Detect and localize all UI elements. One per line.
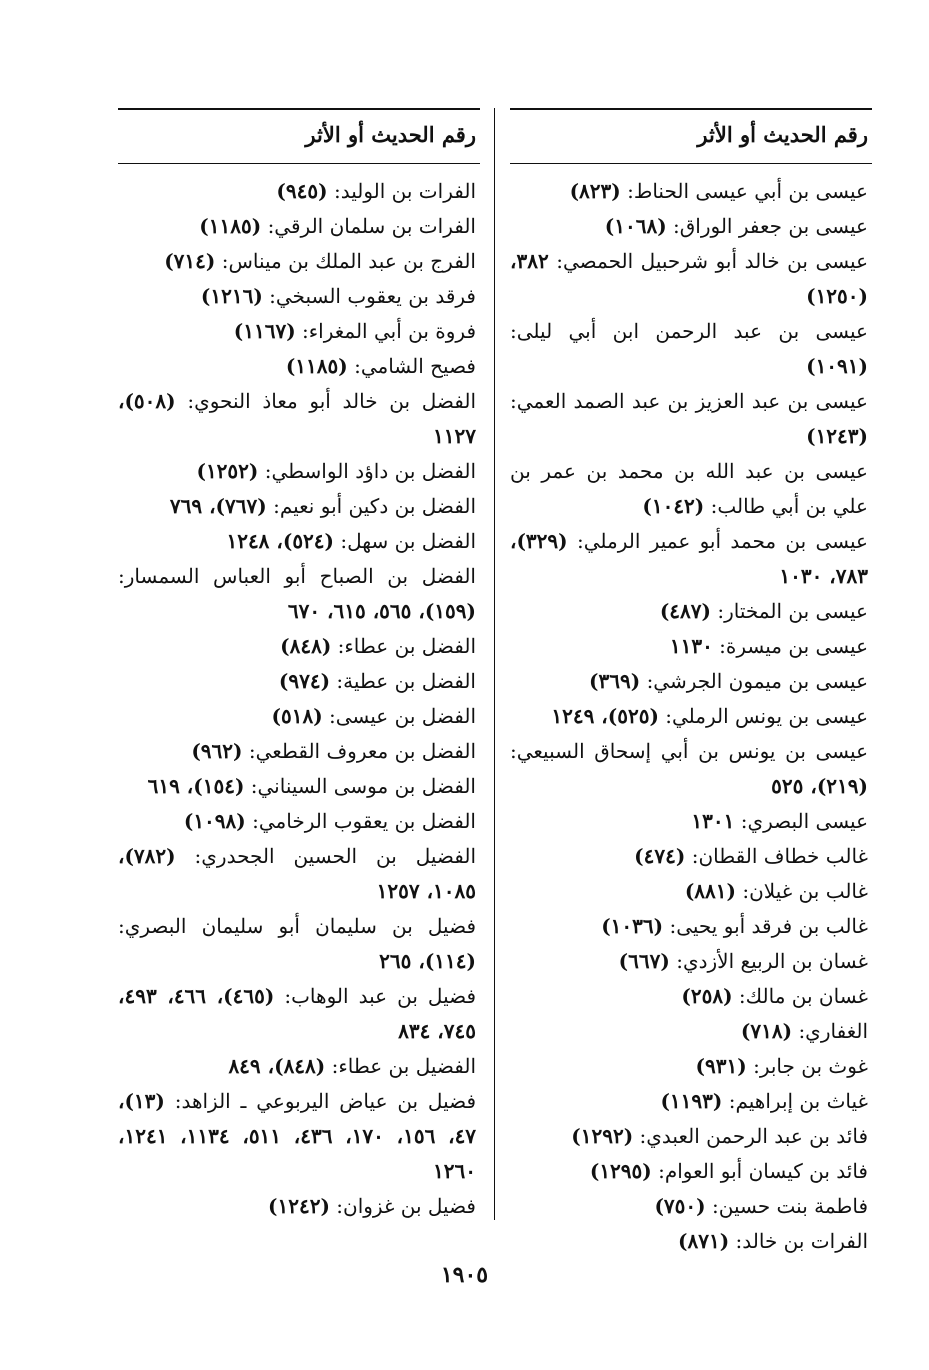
entry-name: عيسى بن خالد أبو شرحبيل الحمصي: — [556, 249, 868, 273]
entry-name: عيسى بن ميسرة: — [719, 634, 868, 658]
index-entry — [118, 454, 480, 489]
entry-refs: (٥٢٥)، ١٢٤٩ — [551, 704, 659, 728]
index-entry — [118, 1049, 480, 1084]
entry-name: الفضل بن عطاء: — [337, 634, 476, 658]
column-header-label: رقم الحديث أو الأثر — [305, 122, 476, 147]
entry-refs: (١١٨٥) — [285, 354, 348, 378]
entry-name: فضيل بن عياض اليربوعي ـ الزاهد: — [174, 1089, 477, 1113]
entry-name: الفرج بن عبد الملك بن ميناس: — [221, 249, 476, 273]
entry-name: الفضل بن سهل: — [340, 529, 476, 553]
entry-refs: (١٣)، ٤٧، ١٥٦، ١٧٠، ٤٣٦، ٥١١، ١١٣٤، ١٢٤١، ١٢٦٠ — [118, 1089, 477, 1183]
index-entry — [118, 1084, 480, 1189]
entry-refs: (٥١٨) — [271, 704, 323, 728]
entry-refs: (١٥٩)، ٥٦٥، ٦١٥، ٦٧٠ — [287, 599, 476, 623]
index-entry — [118, 839, 480, 909]
entry-name: فائد بن عبد الرحمن العبدي: — [639, 1124, 868, 1148]
index-entry — [510, 1189, 872, 1224]
left-column — [118, 108, 480, 1224]
index-entry — [510, 629, 872, 664]
index-entry — [118, 174, 480, 209]
entry-refs: (١٥٤)، ٦١٩ — [147, 774, 245, 798]
entry-name: عيسى بن عبد العزيز بن عبد الصمد العمي: — [510, 389, 868, 413]
entry-list — [510, 174, 872, 1259]
entry-refs: (١١٩٣) — [660, 1089, 723, 1113]
entry-refs: (١٢٥٢) — [196, 459, 259, 483]
entry-name: فائد بن كيسان أبو العوام: — [658, 1159, 868, 1183]
entry-name: غسان بن الربيع الأزدي: — [676, 949, 868, 973]
entry-refs: (٩٧٤) — [278, 669, 331, 693]
index-entry — [118, 314, 480, 349]
index-entry — [510, 594, 872, 629]
entry-refs: (٢٥٨) — [681, 984, 733, 1008]
entry-refs: (١١٨٥) — [199, 214, 262, 238]
index-entry — [118, 804, 480, 839]
entry-refs: (٥٢٤)، ١٢٤٨ — [226, 529, 335, 553]
index-entry — [118, 909, 480, 979]
index-entry — [510, 839, 872, 874]
index-entry — [510, 664, 872, 699]
entry-refs: (٨٧١) — [677, 1229, 730, 1253]
entry-refs: (٧٥٠) — [654, 1194, 706, 1218]
entry-refs: (٤٧٤) — [634, 844, 686, 868]
entry-name: فضيل بن سليمان أبو سليمان البصري: — [118, 914, 476, 938]
entry-refs: (٧١٨) — [740, 1019, 793, 1043]
index-entry — [118, 384, 480, 454]
entry-name: الفرات بن خالد: — [735, 1229, 868, 1253]
entry-refs: (٤٦٥)، ٤٦٦، ٤٩٣، ٧٤٥، ٨٣٤ — [118, 984, 476, 1043]
right-column — [510, 108, 872, 1259]
entry-name: عيسى بن عبد الرحمن ابن أبي ليلى: — [510, 319, 868, 343]
index-entry — [510, 944, 872, 979]
entry-refs: (٧٦٧)، ٧٦٩ — [169, 494, 267, 518]
entry-name: الفضل بن معروف القطعي: — [248, 739, 476, 763]
index-entry — [510, 979, 872, 1014]
index-entry — [510, 909, 872, 944]
entry-refs: (٩٣١) — [695, 1054, 747, 1078]
entry-name: عيسى بن يونس الرملي: — [665, 704, 868, 728]
index-entry — [118, 489, 480, 524]
index-entry — [118, 699, 480, 734]
entry-refs: ٣٨٢، (١٢٥٠) — [510, 249, 868, 308]
entry-name: فصيح الشامي: — [354, 354, 476, 378]
entry-name: الفرات بن سلمان الرقي: — [267, 214, 476, 238]
entry-name: الفضيل بن عطاء: — [331, 1054, 476, 1078]
index-entry — [510, 314, 872, 384]
column-header — [510, 108, 872, 164]
entry-refs: (٧١٤) — [164, 249, 216, 273]
entry-refs: (٧٨٢)، ١٠٨٥، ١٢٥٧ — [118, 844, 476, 903]
index-entry — [118, 664, 480, 699]
entry-refs: (٨٤٨)، ٨٤٩ — [228, 1054, 326, 1078]
page-number: ١٩٠٥ — [440, 1262, 489, 1288]
index-entry — [510, 699, 872, 734]
entry-refs: (٤٨٧) — [659, 599, 711, 623]
entry-refs: (٨٢٣) — [569, 179, 621, 203]
index-entry — [118, 769, 480, 804]
entry-refs: (١٠٦٨) — [604, 214, 667, 238]
index-entry — [510, 1119, 872, 1154]
entry-refs: (١٢٤٢) — [268, 1194, 330, 1218]
entry-name: غسان بن مالك: — [738, 984, 868, 1008]
entry-refs: (١٢٩٢) — [571, 1124, 634, 1148]
entry-refs: (٦٦٧) — [618, 949, 670, 973]
entry-name: فضيل بن غزوان: — [336, 1194, 476, 1218]
index-entry — [510, 454, 872, 524]
entry-name: عيسى بن جعفر الوراق: — [673, 214, 868, 238]
index-entry — [118, 734, 480, 769]
entry-name: فاطمة بنت حسين: — [711, 1194, 868, 1218]
index-entry — [510, 874, 872, 909]
entry-refs: (١٢١٦) — [200, 284, 263, 308]
entry-refs: (١٠٩١) — [806, 354, 868, 378]
index-entry — [118, 1189, 480, 1224]
entry-refs: (٩٦٢) — [191, 739, 243, 763]
entry-name: الغفاري: — [798, 1019, 868, 1043]
entry-name: غياث بن إبراهيم: — [728, 1089, 868, 1113]
entry-name: الفضيل بن الحسين الجحدري: — [194, 844, 476, 868]
index-entry — [510, 1224, 872, 1259]
entry-refs: (١٢٤٣) — [806, 424, 868, 448]
index-entry — [510, 244, 872, 314]
entry-refs: (١٠٩٨) — [183, 809, 246, 833]
entry-name: الفضل بن عيسى: — [329, 704, 476, 728]
entry-name: غالب بن فرقد أبو يحيى: — [669, 914, 868, 938]
entry-name: الفضل بن عطية: — [336, 669, 476, 693]
entry-name: عيسى البصري: — [740, 809, 868, 833]
entry-name: عيسى بن يونس بن أبي إسحاق السبيعي: — [510, 739, 868, 763]
entry-name: الفضل بن دكين أبو نعيم: — [273, 494, 476, 518]
entry-name: غوث بن جابر: — [753, 1054, 868, 1078]
index-entry — [510, 804, 872, 839]
entry-refs: (١٠٣٦) — [601, 914, 664, 938]
entry-refs: (١١٦٧) — [233, 319, 296, 343]
entry-name: فرقد بن يعقوب السبخي: — [269, 284, 476, 308]
entry-list — [118, 174, 480, 1224]
index-entry — [118, 244, 480, 279]
entry-refs: (٨٨١) — [684, 879, 736, 903]
entry-name: عيسى بن عبد الله بن محمد بن عمر بن علي بن أبي طالب: — [510, 459, 868, 518]
entry-refs: (٩٤٥) — [276, 179, 328, 203]
entry-refs: (٣٢٩)، ٧٨٣، ١٠٣٠ — [510, 529, 868, 588]
column-header-label: رقم الحديث أو الأثر — [697, 122, 868, 147]
entry-name: غالب خطاف القطان: — [691, 844, 868, 868]
entry-refs: ١٣٠١ — [691, 809, 735, 833]
entry-refs: (١١٤)، ٢٦٥ — [379, 949, 476, 973]
index-entry — [510, 1154, 872, 1189]
entry-name: الفضل بن موسى السيناني: — [250, 774, 476, 798]
entry-name: الفضل بن خالد أبو معاذ النحوي: — [187, 389, 477, 413]
index-entry — [510, 174, 872, 209]
index-entry — [118, 279, 480, 314]
index-entry — [510, 524, 872, 594]
index-entry — [118, 524, 480, 559]
index-entry — [510, 1084, 872, 1119]
column-header — [118, 108, 480, 164]
entry-name: الفضل بن الصباح أبو العباس السمسار: — [118, 564, 476, 588]
entry-name: فضيل بن عبد الوهاب: — [284, 984, 477, 1008]
index-entry — [510, 209, 872, 244]
entry-refs: (٣٦٩) — [589, 669, 641, 693]
index-entry — [510, 734, 872, 804]
entry-name: عيسى بن محمد أبو عمير الرملي: — [576, 529, 868, 553]
entry-refs: (٢١٩)، ٥٢٥ — [771, 774, 868, 798]
index-entry — [510, 384, 872, 454]
index-entry — [118, 559, 480, 629]
entry-refs: (٥٠٨)، ١١٢٧ — [118, 389, 476, 448]
entry-refs: (١٢٩٥) — [589, 1159, 652, 1183]
entry-name: الفضل بن داؤد الواسطي: — [264, 459, 476, 483]
index-entry — [510, 1014, 872, 1049]
entry-name: الفرات بن الوليد: — [333, 179, 476, 203]
index-entry — [118, 979, 480, 1049]
entry-name: عيسى بن ميمون الجرشي: — [646, 669, 868, 693]
entry-refs: (١٠٤٢) — [642, 494, 705, 518]
entry-name: غالب بن غيلان: — [742, 879, 868, 903]
entry-name: فروة بن أبي المغراء: — [302, 319, 476, 343]
entry-name: الفضل بن يعقوب الرخامي: — [252, 809, 476, 833]
entry-refs: ١١٣٠ — [669, 634, 713, 658]
index-entry — [118, 209, 480, 244]
index-entry — [118, 349, 480, 384]
entry-name: عيسى بن أبي عيسى الحناط: — [627, 179, 868, 203]
column-divider — [494, 108, 495, 1220]
index-entry — [118, 629, 480, 664]
entry-name: عيسى بن المختار: — [717, 599, 868, 623]
index-entry — [510, 1049, 872, 1084]
entry-refs: (٨٤٨) — [280, 634, 332, 658]
